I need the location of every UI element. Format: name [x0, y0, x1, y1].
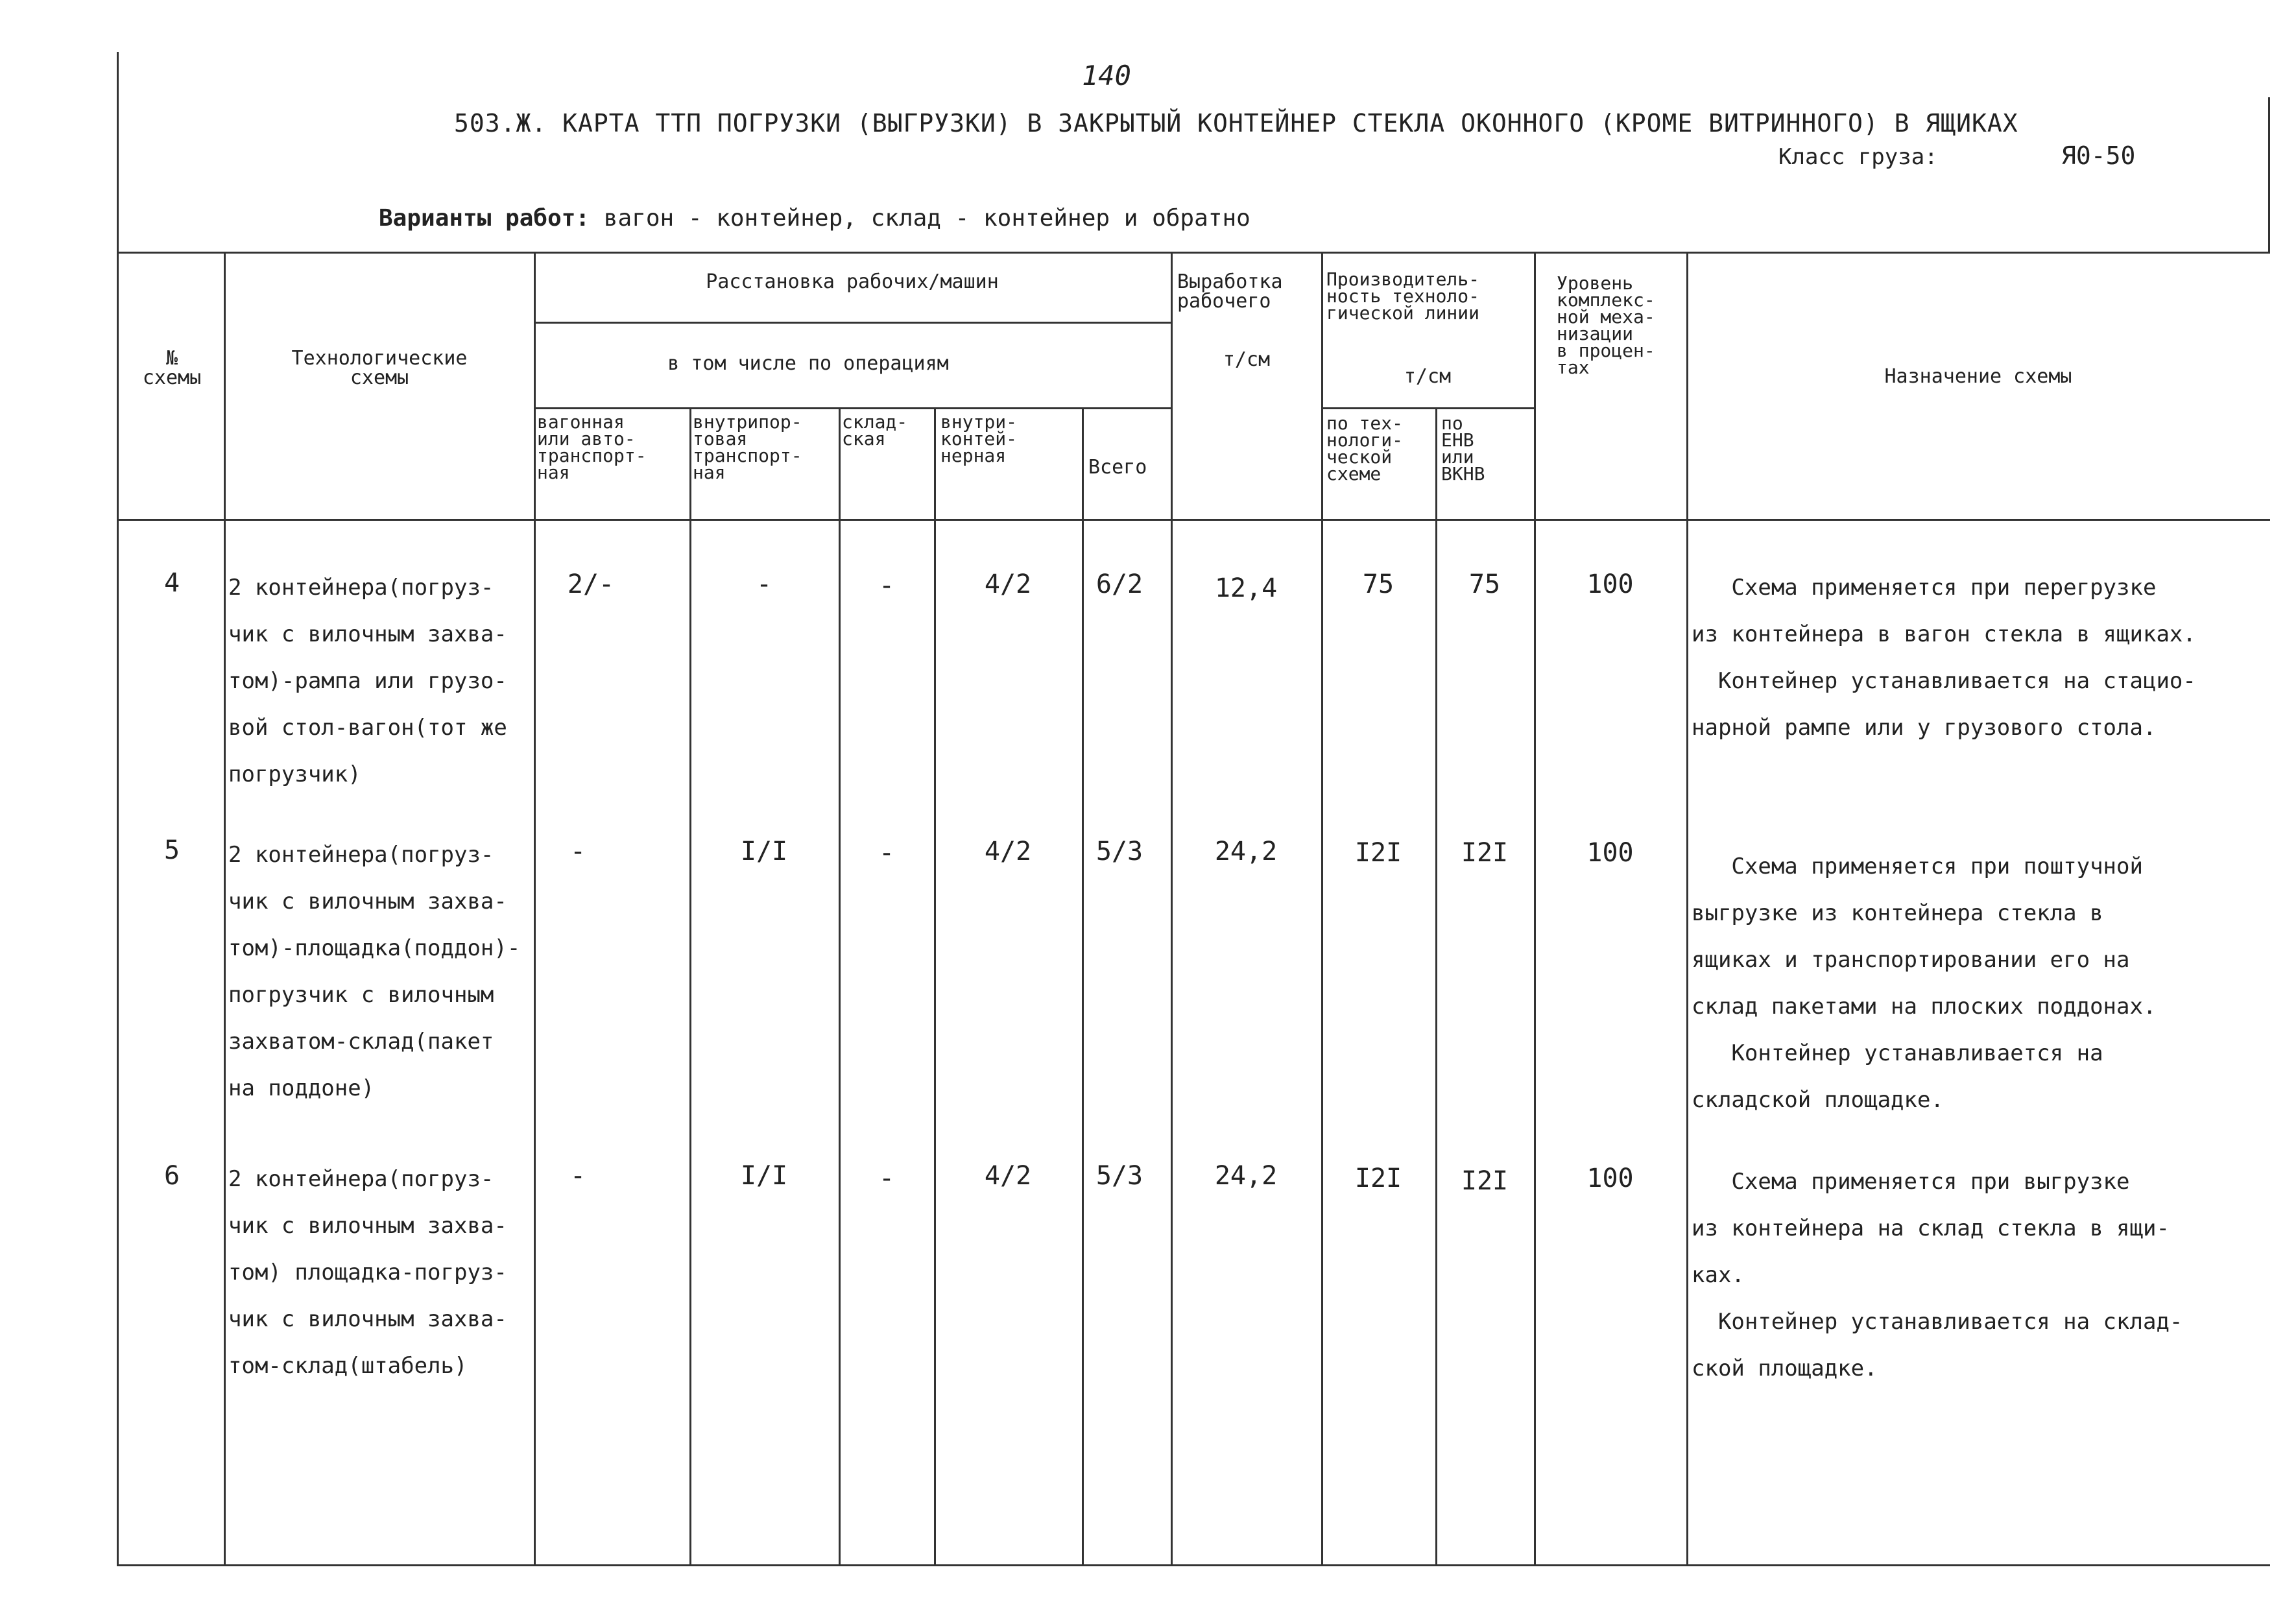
header-wagon-auto: вагонная или авто- транспорт- ная	[537, 411, 647, 483]
header-intra-container: внутри- контей- нерная	[940, 411, 1018, 466]
header-warehouse: склад- ская	[842, 411, 908, 449]
work-variants-value: вагон - контейнер, склад - контейнер и обратно	[603, 205, 1250, 232]
row-wagon-auto: -	[569, 837, 586, 866]
header-by-operation: в том числе по операциям	[667, 352, 949, 375]
row-scheme: 2 контейнера(погруз- чик с вилочным захва- том)-рампа или грузо- вой стол-вагон(тот же погрузчик)	[228, 575, 507, 787]
row-warehouse: -	[878, 571, 895, 601]
document-title: 503.Ж. КАРТА ТТП ПОГРУЗКИ (ВЫГРУЗКИ) В ЗАКРЫТЫЙ КОНТЕЙНЕР СТЕКЛА ОКОННОГО (КРОМЕ ВИТРИННОГО) В ЯЩИКАХ	[454, 109, 2018, 137]
row-warehouse: -	[878, 838, 895, 868]
row-total: 6/2	[1095, 569, 1143, 599]
row-worker-output: 24,2	[1214, 837, 1278, 866]
row-purpose: Схема применяется при перегрузке из контейнера в вагон стекла в ящиках. Контейнер устанавливается на стацио- нарной рампе или у грузового стола.	[1692, 575, 2196, 741]
row-by-eniv: I2I	[1461, 838, 1509, 868]
row-total: 5/3	[1095, 837, 1143, 866]
work-variants-label: Варианты работ:	[379, 205, 590, 232]
header-total: Всего	[1088, 456, 1147, 479]
row-number: 4	[163, 568, 180, 598]
cargo-class-label: Класс груза:	[1778, 144, 1938, 170]
row-intra-transport: I/I	[740, 837, 788, 866]
row-by-tech-scheme: I2I	[1354, 838, 1402, 868]
work-variants	[379, 205, 1250, 232]
row-mechanization: 100	[1586, 838, 1634, 868]
row-wagon-auto: -	[569, 1161, 586, 1191]
row-worker-output: 24,2	[1214, 1161, 1278, 1191]
header-intra-transport: внутрипор- товая транспорт- ная	[693, 411, 802, 483]
page-number: 140	[1082, 60, 1131, 91]
row-scheme: 2 контейнера(погруз- чик с вилочным захва- том) площадка-погруз- чик с вилочным захва- том-склад(штабель)	[228, 1166, 507, 1379]
row-intra-container: 4/2	[984, 1161, 1032, 1191]
row-intra-transport: I/I	[740, 1161, 788, 1191]
row-total: 5/3	[1095, 1161, 1143, 1191]
row-number: 5	[163, 835, 180, 865]
row-mechanization: 100	[1586, 1164, 1634, 1193]
header-worker-output: Выработка рабочего	[1177, 270, 1283, 313]
header-by-tech-scheme: по тех- нологи- ческой схеме	[1326, 412, 1404, 484]
row-by-tech-scheme: I2I	[1354, 1164, 1402, 1193]
row-purpose: Схема применяется при выгрузке из контейнера на склад стекла в ящи- ках. Контейнер устанавливается на склад- ской площадке.	[1692, 1169, 2183, 1381]
header-line-productivity-unit: т/см	[1404, 365, 1452, 388]
row-by-eniv: I2I	[1461, 1166, 1509, 1196]
row-by-tech-scheme: 75	[1362, 569, 1394, 599]
row-intra-container: 4/2	[984, 837, 1032, 866]
row-scheme: 2 контейнера(погруз- чик с вилочным захва- том)-площадка(поддон)- погрузчик с вилочным захватом-склад(пакет на поддоне)	[228, 842, 521, 1101]
header-purpose: Назначение схемы	[1884, 365, 2072, 388]
row-mechanization: 100	[1586, 569, 1634, 599]
header-tech-schemes: Технологические схемы	[291, 347, 468, 389]
row-wagon-auto: 2/-	[567, 569, 615, 599]
header-line-productivity: Производитель- ность техноло- гической линии	[1326, 269, 1480, 324]
header-scheme-no: № схемы	[142, 347, 202, 389]
row-by-eniv: 75	[1468, 569, 1501, 599]
row-warehouse: -	[878, 1164, 895, 1193]
row-purpose: Схема применяется при поштучной выгрузке из контейнера стекла в ящиках и транспортировании его на склад пакетами на плоских поддонах. Контейнер устанавливается на складской площадке.	[1692, 854, 2157, 1113]
row-worker-output: 12,4	[1214, 573, 1278, 603]
cargo-class-value: Я0-50	[2061, 141, 2136, 170]
row-number: 6	[163, 1161, 180, 1191]
row-intra-container: 4/2	[984, 569, 1032, 599]
header-by-eniv: по ЕНВ или ВКНВ	[1441, 412, 1485, 484]
row-intra-transport: -	[756, 569, 772, 599]
header-mechanization-level: Уровень комплекс- ной меха- низации в процен- тах	[1557, 272, 1655, 378]
header-worker-output-unit: т/см	[1223, 348, 1271, 371]
header-placement: Расстановка рабочих/машин	[706, 270, 999, 293]
